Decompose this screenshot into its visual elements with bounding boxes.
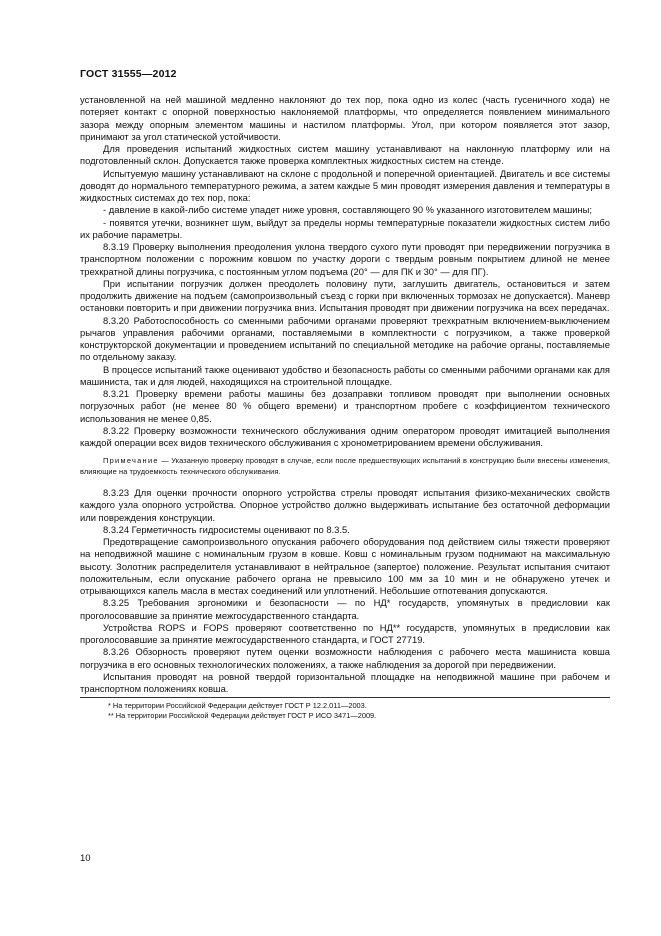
clause-8-3-23: 8.3.23 Для оценки прочности опорного устройства стрелы проводят испытания физико-механических свойств каждого узла опорного устройства. Опорное устройство должно выдерживать испытание без остаточной деформации или повреждения конструкции. bbox=[80, 487, 610, 523]
list-item: - появятся утечки, возникнет шум, выйдут за пределы нормы температурные показатели жидкостных систем либо их рабочие параметры. bbox=[80, 216, 610, 240]
footnote-divider bbox=[80, 697, 610, 698]
clause-8-3-25: 8.3.25 Требования эргономики и безопасности — по НД* государств, упомянутых в предисловии как проголосовавшие за принятие межгосударственного стандарта. bbox=[80, 597, 610, 621]
paragraph: установленной на ней машиной медленно наклоняют до тех пор, пока одно из колес (часть гусеничного хода) не потеряет контакт с опорной поверхностью наклоняемой платформы, что определяется появлением минимального зазора между опорным элементом машины и настилом платформы. Угол, при котором появляется этот зазор, принимают за угол статической устойчивости. bbox=[80, 94, 610, 142]
note-label: Примечание bbox=[103, 456, 159, 466]
list-item: - давление в какой-либо системе упадет ниже уровня, составляющего 90 % указанного изготовителем машины; bbox=[103, 204, 592, 216]
clause-8-3-21: 8.3.21 Проверку времени работы машины без дозаправки топливом проводят при выполнении основных погрузочных работ (не менее 80 % общего времени) и транспортном пробеге с коэффициентом технического использования не менее 0,85. bbox=[80, 388, 610, 424]
clause-8-3-24: 8.3.24 Герметичность гидросистемы оценивают по 8.3.5. bbox=[103, 523, 350, 535]
clause-8-3-26: 8.3.26 Обзорность проверяют путем оценки возможности наблюдения с рабочего места машиниста ковша погрузчика в его основных технологических положениях, а также наблюдения за дорогой при передвижении. bbox=[80, 646, 610, 670]
clause-8-3-22: 8.3.22 Проверку возможности технического обслуживания одним оператором проводят имитацией выполнения каждой операции всех видов технического обслуживания с хронометрированием времени обслуживания. bbox=[80, 424, 610, 448]
paragraph: Для проведения испытаний жидкостных систем машину устанавливают на наклонную платформу или на подготовленный склон. Допускается также проверка комплектных жидкостных систем на стенде. bbox=[80, 143, 610, 167]
paragraph: В процессе испытаний также оценивают удобство и безопасность работы со сменными рабочими органами как для машиниста, так и для людей, находящихся на строительной площадке. bbox=[80, 363, 610, 387]
paragraph: Испытуемую машину устанавливают на склоне с продольной и поперечной ориентацией. Двигатель и все системы доводят до нормального температурного режима, а затем каждые 5 мин проводят измерения давления и температуры в жидкостных системах до тех пор, пока: bbox=[80, 167, 610, 203]
document-header: ГОСТ 31555—2012 bbox=[80, 68, 177, 80]
clause-8-3-19: 8.3.19 Проверку выполнения преодоления уклона твердого сухого пути проводят при передвижении погрузчика в транспортном положении с порожним ковшом по участку дороги с твердым ровным покрытием длиной не менее трехкратной длины погрузчика, с постоянным углом подъема (20° — для ПК и 30° — для ПГ). bbox=[80, 241, 610, 277]
paragraph: При испытании погрузчик должен преодолеть половину пути, заглушить двигатель, остановиться и затем продолжить движение на подъем (самопроизвольный съезд с горки при включенных тормозах не допускается). Маневр остановки повторить и при движении погрузчика вниз. Испытания проводят при движении погрузчика на всех передачах. bbox=[80, 277, 610, 314]
footnote: * На территории Российской Федерации действует ГОСТ Р 12.2.011—2003. bbox=[108, 700, 367, 710]
paragraph: Предотвращение самопроизвольного опускания рабочего оборудования под действием силы тяжести проверяют на неподвижной машине с номинальным грузом в ковше. Ковш с номинальным грузом поднимают на максимальную высоту. Золотник распределителя устанавливают в нейтральное (запертое) положение. Результат испытания считают положительным, если опускание рабочего органа не превысило 100 мм за 10 мин и не обнаружено утечек и отрывающихся капель масла в местах соединений или уплотнений. Небольшие отпотевания допускаются. bbox=[80, 536, 610, 597]
page-number: 10 bbox=[80, 853, 91, 864]
paragraph: Испытания проводят на ровной твердой горизонтальной площадке на неподвижной машине при рабочем и транспортном положениях ковша. bbox=[80, 670, 610, 695]
note bbox=[80, 456, 610, 477]
page-body bbox=[80, 94, 610, 721]
clause-8-3-20: 8.3.20 Работоспособность со сменными рабочими органами проверяют трехкратным включением-выключением рычагов управления рабочими органами, поставляемыми в комплектности с погрузчиком, а также проверкой конструкторской документации и проведением испытаний по специальной методике на рабочие органы, поставляемые по отдельному заказу. bbox=[80, 314, 610, 363]
note-text: — Указанную проверку проводят в случае, если после предшествующих испытаний в конструкцию были внесены изменения, влияющие на трудоемкость технического обслуживания. bbox=[80, 456, 611, 476]
footnote: ** На территории Российской Федерации действует ГОСТ Р ИСО 3471—2009. bbox=[108, 710, 377, 720]
paragraph: Устройства ROPS и FOPS проверяют соответственно по НД** государств, упомянутых в предисловии как проголосовавшие за принятие межгосударственного стандарта, и ГОСТ 27719. bbox=[80, 621, 610, 646]
